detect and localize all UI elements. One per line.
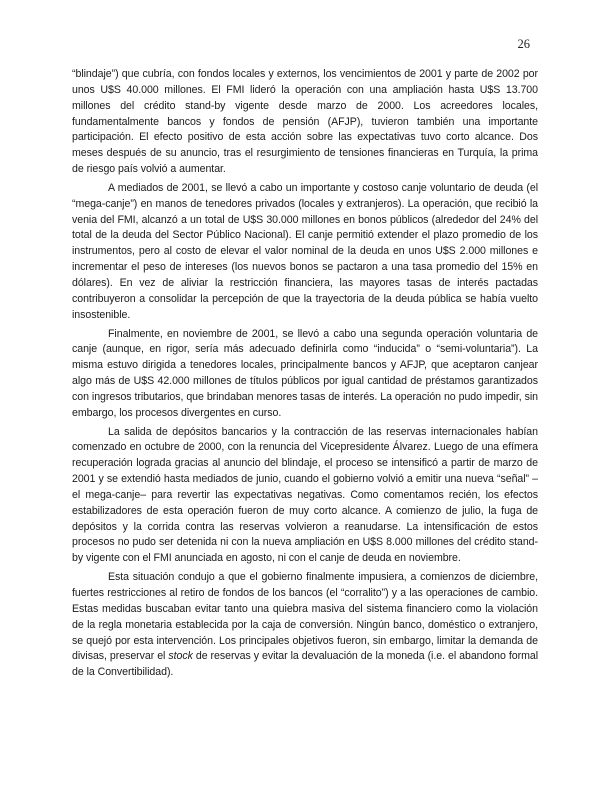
paragraph-mega-canje: A mediados de 2001, se llevó a cabo un importante y costoso canje voluntario de deuda (el “mega-canje”) en manos de tenedores privados (locales y extranjeros). La operación, que recibió la venia del FMI, alcanzó a un total de U$S 30.000 millones en bonos públicos (alrededor del 24% del total de la deuda del Sector Público Nacional). El canje permitió extender el plazo promedio de los instrumentos, pero al costo de elevar el valor nominal de la deuda en unos U$S 2.000 millones e incrementar el peso de intereses (los nuevos bonos se pactaron a una tasa promedio del 15% en dólares). En vez de aliviar la restricción financiera, las mayores tasas de interés pactadas contribuyeron a consolidar la percepción de que la trayectoria de la deuda pública se había vuelto insostenible. bbox=[72, 181, 538, 321]
body-text bbox=[72, 67, 538, 681]
italic-term-stock: stock bbox=[168, 650, 193, 663]
paragraph-second-canje: Finalmente, en noviembre de 2001, se llevó a cabo una segunda operación voluntaria de canje (aunque, en rigor, sería más adecuado definirla como “inducida” o “semi-voluntaria”). La misma estuvo dirigida a tenedores locales, principalmente bancos y AFJP, que aceptaron canjear algo más de U$S 42.000 millones de títulos públicos por igual cantidad de préstamos garantizados con ingresos tributarios, que brindaban menores tasas de interés. La operación no pudo impedir, sin embargo, los procesos divergentes en curso. bbox=[72, 327, 538, 419]
paragraph-corralito bbox=[72, 570, 538, 681]
paragraph-corralito-text-1: Esta situación condujo a que el gobierno finalmente impusiera, a comienzos de diciembre, fuertes restricciones al retiro de fondos de los bancos (el “corralito”) y a las operaciones de cambio. Estas medidas buscaban evitar tanto una quiebra masiva del sistema financiero como la violación de la regla monetaria establecida por la caja de conversión. Ningún banco, doméstico o extranjero, se quejó por esta intervención. Los principales objetivos fueron, sin embargo, limitar la demanda de divisas, preservar el bbox=[72, 571, 538, 663]
page-number: 26 bbox=[517, 37, 530, 51]
paragraph-deposit-outflow: La salida de depósitos bancarios y la contracción de las reservas internacionales habían comenzado en octubre de 2000, con la renuncia del Vicepresidente Álvarez. Luego de una efímera recuperación lograda gracias al anuncio del blindaje, el proceso se intensificó a partir de marzo de 2001 y se extendió hasta mediados de junio, cuando el gobierno volvió a emitir una nueva “señal” –el mega-canje– para revertir las expectativas negativas. Como comentamos recién, los efectos estabilizadores de esta operación fueron de muy corto alcance. A comienzo de julio, la fuga de depósitos y la corrida contra las reservas volvieron a reanudarse. La intensificación de estos procesos no pudo ser detenida ni con la nueva ampliación en U$S 8.000 millones del crédito stand-by vigente con el FMI anunciada en agosto, ni con el canje de deuda en noviembre. bbox=[72, 425, 538, 565]
paragraph-corralito-text-2: de reservas y evitar la devaluación de la moneda (i.e. el abandono formal de la Convertibilidad). bbox=[72, 650, 538, 679]
paragraph-blindaje: “blindaje”) que cubría, con fondos locales y externos, los vencimientos de 2001 y parte de 2002 por unos U$S 40.000 millones. El FMI lideró la operación con una ampliación hasta U$S 13.700 millones del crédito stand-by vigente desde marzo de 2000. Los acreedores locales, fundamentalmente bancos y fondos de pensión (AFJP), tuvieron también una importante participación. El efecto positivo de esta acción sobre las expectativas tuvo corto alcance. Dos meses después de su anuncio, tras el resurgimiento de tensiones financieras en Turquía, la prima de riesgo país volvió a aumentar. bbox=[72, 68, 538, 176]
